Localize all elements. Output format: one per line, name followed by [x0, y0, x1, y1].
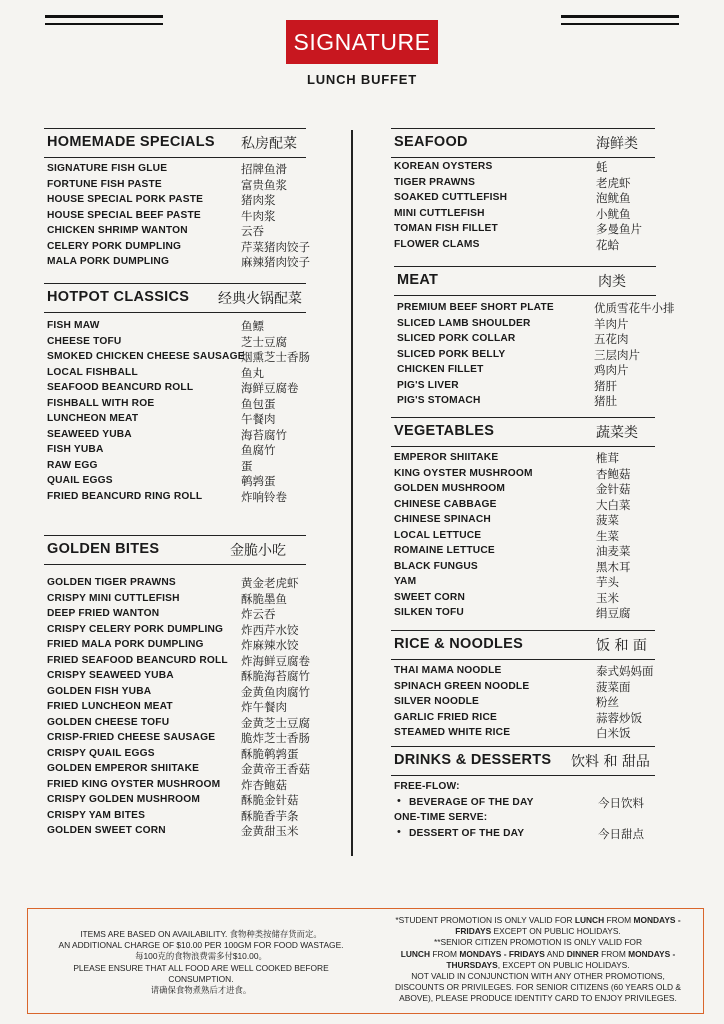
item-list	[44, 318, 310, 504]
item-name-cn: 午餐肉	[241, 412, 276, 426]
list-item	[44, 668, 310, 684]
item-name: CRISPY YAM BITES	[47, 809, 146, 821]
section-title: HOTPOT CLASSICS	[47, 289, 190, 305]
promo-note: DISCOUNTS OR PRIVILEGES. FOR SENIOR CITIZENS (60 YEARS OLD &	[394, 982, 682, 993]
item-name: LUNCHEON MEAT	[47, 413, 139, 424]
section-vegetables	[391, 417, 655, 621]
item-name: SPINACH GREEN NOODLE	[394, 680, 530, 692]
item-name-cn: 椎茸	[596, 451, 619, 465]
item-name: SEAFOOD BEANCURD ROLL	[47, 382, 194, 393]
item-name-cn: 酥脆海苔腐竹	[241, 669, 310, 683]
item-name-cn: 泡鱿鱼	[596, 191, 631, 205]
footer-line: AN ADDITIONAL CHARGE OF $10.00 PER 100GM FOR FOOD WASTAGE.	[58, 940, 344, 951]
item-name-cn: 黑木耳	[596, 559, 631, 574]
list-item	[394, 378, 656, 394]
list-item	[44, 208, 306, 224]
item-name: MINI CUTTLEFISH	[394, 207, 485, 219]
item-name-cn: 芋头	[596, 575, 619, 589]
promo-emphasis: MONDAYS - THURSDAYS	[446, 948, 676, 970]
page-subtitle: LUNCH BUFFET	[307, 72, 417, 87]
item-name-cn: 烟熏芝士香肠	[241, 350, 310, 364]
item-name-cn: 鱼鳔	[241, 319, 264, 333]
promo-text: EXCEPT ON PUBLIC HOLIDAYS.	[491, 926, 621, 937]
list-item	[391, 481, 655, 497]
item-name: GOLDEN EMPEROR SHIITAKE	[47, 763, 200, 774]
list-item	[391, 574, 655, 590]
item-name-cn: 云吞	[241, 224, 264, 238]
list-item	[391, 605, 655, 621]
item-list	[394, 300, 675, 409]
section-title: DRINKS & DESSERTS	[394, 752, 552, 768]
list-item	[391, 559, 655, 575]
promo-note: NOT VALID IN CONJUNCTION WITH ANY OTHER PROMOTIONS,	[411, 971, 665, 982]
top-left-rule	[45, 15, 163, 18]
item-name: SLICED PORK BELLY	[397, 348, 506, 360]
item-name: SILVER NOODLE	[394, 696, 480, 707]
item-name: SOAKED CUTTLEFISH	[394, 192, 508, 203]
list-item	[391, 175, 655, 191]
list-item	[44, 591, 306, 607]
list-item	[391, 512, 655, 528]
item-name: BEVERAGE OF THE DAY	[409, 796, 534, 808]
list-item	[391, 466, 655, 482]
item-name-cn: 炸海鲜豆腐卷	[241, 653, 310, 668]
list-item	[44, 684, 310, 700]
item-name-cn: 炸杏鲍菇	[241, 777, 287, 792]
item-name-cn: 菠菜面	[596, 679, 631, 694]
item-name-cn: 猪肉浆	[241, 193, 276, 207]
section-header	[44, 283, 306, 313]
section-title-cn: 金脆小吃	[230, 543, 286, 559]
item-name: CELERY PORK DUMPLING	[47, 240, 182, 252]
item-name-cn: 多曼鱼片	[596, 222, 642, 236]
item-name-cn: 酥脆香芋条	[241, 808, 299, 823]
item-list	[391, 159, 655, 252]
list-item	[44, 746, 306, 762]
item-name: YAM	[394, 576, 417, 587]
section-homemade-specials	[44, 128, 310, 270]
item-name: MALA PORK DUMPLING	[47, 256, 170, 267]
item-name-cn: 老虎虾	[596, 175, 631, 190]
promo-text: AND	[544, 948, 567, 959]
item-name-cn: 油麦菜	[596, 544, 631, 558]
list-item	[391, 679, 655, 695]
list-item	[44, 239, 310, 255]
list-item	[44, 730, 310, 746]
section-title-cn: 经典火锅配菜	[218, 291, 302, 307]
item-name-cn: 金黄鱼肉腐竹	[241, 684, 310, 699]
item-list	[391, 663, 655, 741]
item-name: FRIED BEANCURD RING ROLL	[47, 490, 203, 502]
section-rice-noodles	[391, 630, 655, 741]
section-header	[391, 630, 655, 660]
item-name: CRISPY MINI CUTTLEFISH	[47, 592, 180, 604]
item-name-cn: 生菜	[596, 528, 619, 543]
list-item	[44, 715, 310, 731]
list-item	[44, 411, 306, 427]
list-item	[44, 761, 310, 777]
list-item	[391, 694, 655, 710]
promo-emphasis: DINNER	[566, 948, 599, 959]
item-name: CRISP-FRIED CHEESE SAUSAGE	[47, 732, 216, 743]
item-name: STEAMED WHITE RICE	[394, 727, 511, 738]
item-name-cn: 今日甜点	[598, 826, 644, 841]
item-name: CRISPY QUAIL EGGS	[47, 747, 155, 759]
promo-emphasis: LUNCH	[574, 915, 605, 925]
item-name: FRIED MALA PORK DUMPLING	[47, 639, 204, 650]
item-name-cn: 酥脆墨鱼	[241, 591, 287, 606]
item-name-cn: 五花肉	[594, 332, 629, 346]
item-name-cn: 玉米	[596, 590, 619, 605]
item-name: CRISPY CELERY PORK DUMPLING	[47, 623, 224, 635]
item-name-cn: 蒜蓉炒饭	[596, 710, 642, 725]
bullet-icon: •	[397, 794, 401, 807]
list-item	[44, 223, 306, 239]
item-name-cn: 金针菇	[596, 482, 631, 496]
item-name-cn: 白米饭	[596, 726, 631, 740]
list-item	[44, 365, 306, 381]
footer-left-notes	[32, 929, 370, 996]
section-title: VEGETABLES	[394, 423, 495, 439]
list-item	[391, 663, 655, 679]
top-right-rule-thin	[561, 23, 679, 25]
list-item	[391, 543, 655, 559]
item-name-cn: 猪肚	[594, 394, 617, 408]
item-name: CRISPY GOLDEN MUSHROOM	[47, 794, 201, 805]
senior-promo	[378, 949, 698, 971]
list-item	[391, 590, 655, 606]
item-name-cn: 花蛤	[596, 237, 619, 252]
section-title: MEAT	[397, 272, 439, 288]
item-name: RAW EGG	[47, 459, 98, 471]
item-list	[391, 450, 655, 621]
item-name: FISH MAW	[47, 320, 100, 331]
brand-logo	[286, 20, 438, 64]
section-title-cn: 饮料 和 甜品	[571, 754, 650, 770]
top-left-rule-thin	[45, 23, 163, 25]
section-header	[394, 266, 656, 296]
list-item	[44, 792, 306, 808]
list-item	[44, 161, 306, 177]
item-name: FORTUNE FISH PASTE	[47, 178, 162, 190]
footer-right-promotions	[378, 915, 698, 1005]
list-item	[394, 316, 656, 332]
item-name: GOLDEN MUSHROOM	[394, 483, 506, 494]
item-name-cn: 招牌鱼滑	[241, 162, 287, 176]
item-name: BLACK FUNGUS	[394, 560, 478, 572]
list-item	[44, 653, 310, 669]
item-name: FRIED SEAFOOD BEANCURD ROLL	[47, 654, 228, 666]
item-name: DEEP FRIED WANTON	[47, 608, 160, 619]
section-hotpot-classics	[44, 283, 310, 504]
list-item	[394, 331, 656, 347]
item-list	[44, 575, 310, 839]
list-item	[44, 699, 306, 715]
item-name-cn: 鱼包蛋	[241, 396, 276, 411]
section-header	[391, 128, 655, 158]
item-name-cn: 麻辣猪肉饺子	[241, 255, 310, 269]
item-name: GOLDEN CHEESE TOFU	[47, 716, 170, 728]
promo-note: ABOVE), PLEASE PRODUCE IDENTITY CARD TO ENJOY PRIVILEGES.	[399, 993, 677, 1004]
list-item	[44, 318, 306, 334]
item-name: CHICKEN FILLET	[397, 364, 484, 375]
item-name-cn: 金黄甜玉米	[241, 824, 299, 838]
item-name: THAI MAMA NOODLE	[394, 665, 502, 676]
item-name: CHEESE TOFU	[47, 335, 122, 347]
list-item	[394, 300, 675, 316]
item-name-cn: 蚝	[596, 160, 608, 174]
list-item	[44, 192, 306, 208]
list-item	[44, 396, 306, 412]
section-title-cn: 海鲜类	[596, 136, 638, 152]
list-item	[44, 349, 310, 365]
item-name-cn: 炸麻辣水饺	[241, 638, 299, 652]
section-title: GOLDEN BITES	[47, 541, 160, 557]
list-item	[391, 206, 655, 222]
senior-promo-line: **SENIOR CITIZEN PROMOTION IS ONLY VALID FOR	[433, 937, 642, 948]
item-name: HOUSE SPECIAL BEEF PASTE	[47, 209, 201, 221]
promo-text: *STUDENT PROMOTION IS ONLY VALID FOR	[395, 915, 575, 925]
item-name-cn: 炸午餐肉	[241, 700, 287, 714]
section-header	[44, 535, 306, 565]
section-header	[391, 417, 655, 447]
footer-notice	[27, 908, 704, 1014]
section-drinks-desserts	[391, 746, 655, 841]
item-name: LOCAL LETTUCE	[394, 529, 482, 541]
list-item	[391, 528, 655, 544]
promo-emphasis: LUNCH	[400, 948, 431, 959]
promo-emphasis: MONDAYS - FRIDAYS	[459, 948, 545, 959]
list-item	[44, 808, 306, 824]
list-item	[44, 823, 306, 839]
list-item	[44, 442, 306, 458]
list-item	[44, 334, 306, 350]
list-item	[391, 826, 655, 842]
promo-text: , EXCEPT ON PUBLIC HOLIDAYS.	[497, 959, 630, 970]
promo-text: FROM	[598, 948, 629, 959]
promo-text: FROM	[604, 915, 634, 925]
top-right-rule	[561, 15, 679, 18]
section-title-cn: 蔬菜类	[596, 425, 638, 441]
item-name: CHINESE SPINACH	[394, 514, 491, 525]
item-name-cn: 绢豆腐	[596, 606, 631, 620]
item-name: PIG'S LIVER	[397, 379, 459, 391]
item-name-cn: 鱼丸	[241, 365, 264, 380]
item-name: SIGNATURE FISH GLUE	[47, 163, 168, 174]
item-name: QUAIL EGGS	[47, 475, 113, 486]
promo-emphasis: MONDAYS - FRIDAYS	[455, 915, 681, 937]
item-name: FRIED KING OYSTER MUSHROOM	[47, 778, 221, 790]
item-name: FLOWER CLAMS	[394, 238, 480, 250]
list-item	[44, 380, 306, 396]
item-name: PIG'S STOMACH	[397, 395, 481, 406]
section-title-cn: 私房配菜	[241, 136, 297, 152]
list-item	[44, 254, 310, 270]
item-name-cn: 海苔腐竹	[241, 427, 287, 442]
one-time-label: ONE-TIME SERVE:	[394, 812, 488, 823]
item-name-cn: 三层肉片	[594, 347, 640, 362]
item-name-cn: 脆炸芝士香肠	[241, 731, 310, 745]
section-header	[44, 128, 306, 158]
promo-text: FROM	[430, 948, 460, 959]
list-item	[44, 622, 306, 638]
item-name: GARLIC FRIED RICE	[394, 711, 498, 723]
item-name: EMPEROR SHIITAKE	[394, 452, 499, 463]
footer-line: 每100克的食物浪费需多付$10.00。	[135, 951, 267, 962]
item-name: SMOKED CHICKEN CHEESE SAUSAGE	[47, 351, 245, 362]
item-name-cn: 鱼腐竹	[241, 443, 276, 457]
section-header	[391, 746, 655, 776]
item-name-cn: 炸云吞	[241, 607, 276, 621]
section-title: RICE & NOODLES	[394, 636, 524, 652]
item-name: DESSERT OF THE DAY	[409, 827, 525, 839]
section-title: HOMEMADE SPECIALS	[47, 134, 215, 150]
item-name: SLICED LAMB SHOULDER	[397, 317, 531, 329]
item-name-cn: 优质雪花牛小排	[594, 301, 675, 315]
item-name: GOLDEN SWEET CORN	[47, 825, 166, 836]
item-name-cn: 小鱿鱼	[596, 206, 631, 221]
item-name-cn: 富贵鱼浆	[241, 177, 287, 192]
section-title-cn: 饭 和 面	[596, 638, 647, 654]
item-name-cn: 黄金老虎虾	[241, 576, 299, 590]
item-name-cn: 猪肝	[594, 378, 617, 393]
item-name-cn: 牛肉浆	[241, 208, 276, 223]
item-name-cn: 粉丝	[596, 695, 619, 709]
list-item	[391, 795, 655, 811]
list-item	[44, 637, 306, 653]
list-item	[394, 347, 656, 363]
item-name: HOUSE SPECIAL PORK PASTE	[47, 194, 204, 205]
item-name-cn: 炸响铃卷	[241, 489, 287, 504]
list-item	[44, 777, 306, 793]
item-list	[44, 161, 310, 270]
item-name: TOMAN FISH FILLET	[394, 223, 498, 234]
item-name-cn: 芹菜猪肉饺子	[241, 239, 310, 254]
section-meat	[394, 266, 675, 409]
item-name-cn: 芝士豆腐	[241, 334, 287, 349]
item-name-cn: 鹌鹑蛋	[241, 474, 276, 488]
list-item	[391, 450, 655, 466]
item-name: SILKEN TOFU	[394, 607, 464, 618]
list-item	[391, 190, 655, 206]
item-name: FRIED LUNCHEON MEAT	[47, 701, 173, 712]
list-item	[394, 362, 656, 378]
brand-name: SIGNATURE	[293, 28, 431, 55]
list-item	[391, 159, 655, 175]
section-golden-bites	[44, 535, 310, 839]
item-name-cn: 蛋	[241, 458, 253, 473]
item-name: FISH YUBA	[47, 444, 104, 455]
item-name: SLICED PORK COLLAR	[397, 333, 516, 344]
item-name: LOCAL FISHBALL	[47, 366, 138, 378]
list-item	[391, 710, 655, 726]
item-name: SEAWEED YUBA	[47, 428, 132, 440]
footer-line: 请确保食物煮熟后才进食。	[150, 985, 252, 996]
item-name: KOREAN OYSTERS	[394, 161, 493, 172]
item-name-cn: 金黄芝士豆腐	[241, 715, 310, 730]
item-name-cn: 泰式妈妈面	[596, 664, 654, 678]
item-name: TIGER PRAWNS	[394, 176, 476, 188]
list-item	[391, 221, 655, 237]
list-item	[391, 497, 655, 513]
list-item	[44, 473, 306, 489]
item-name: KING OYSTER MUSHROOM	[394, 467, 533, 479]
list-item	[391, 725, 655, 741]
section-seafood	[391, 128, 655, 252]
bullet-icon: •	[397, 825, 401, 838]
item-name: CHINESE CABBAGE	[394, 498, 497, 510]
item-name-cn: 杏鲍菇	[596, 466, 631, 481]
list-item	[391, 237, 655, 253]
item-name: FISHBALL WITH ROE	[47, 397, 155, 409]
list-item	[44, 177, 306, 193]
item-name-cn: 酥脆金针菇	[241, 793, 299, 807]
list-item	[44, 489, 306, 505]
list-item	[44, 606, 306, 622]
student-promo	[378, 915, 698, 937]
item-name: CRISPY SEAWEED YUBA	[47, 670, 174, 681]
item-name-cn: 菠菜	[596, 513, 619, 527]
list-item	[44, 458, 306, 474]
item-name: GOLDEN FISH YUBA	[47, 685, 152, 697]
column-divider	[351, 130, 353, 856]
item-list	[391, 779, 655, 841]
item-name-cn: 海鲜豆腐卷	[241, 381, 299, 395]
item-name-cn: 金黄帝王香菇	[241, 762, 310, 776]
item-name-cn: 炸西芹水饺	[241, 622, 299, 637]
section-title-cn: 肉类	[598, 274, 626, 290]
item-name-cn: 酥脆鹌鹑蛋	[241, 746, 299, 761]
section-title: SEAFOOD	[394, 134, 468, 150]
footer-line: ITEMS ARE BASED ON AVAILABILITY. 食物种类按储存货而定。	[80, 929, 322, 939]
list-item	[44, 427, 306, 443]
item-name: SWEET CORN	[394, 591, 466, 603]
item-name: GOLDEN TIGER PRAWNS	[47, 577, 176, 588]
footer-line: PLEASE ENSURE THAT ALL FOOD ARE WELL COOKED BEFORE	[73, 962, 329, 973]
item-name-cn: 鸡肉片	[594, 363, 629, 377]
item-name: ROMAINE LETTUCE	[394, 545, 495, 556]
free-flow-label: FREE-FLOW:	[394, 781, 460, 792]
list-item	[44, 575, 306, 591]
list-item	[394, 393, 656, 409]
item-name: PREMIUM BEEF SHORT PLATE	[397, 302, 554, 313]
item-name-cn: 大白菜	[596, 497, 631, 512]
item-name-cn: 今日饮料	[598, 795, 644, 810]
footer-line: CONSUMPTION.	[168, 973, 234, 984]
item-name-cn: 羊肉片	[594, 316, 629, 331]
item-name: CHICKEN SHRIMP WANTON	[47, 225, 188, 236]
